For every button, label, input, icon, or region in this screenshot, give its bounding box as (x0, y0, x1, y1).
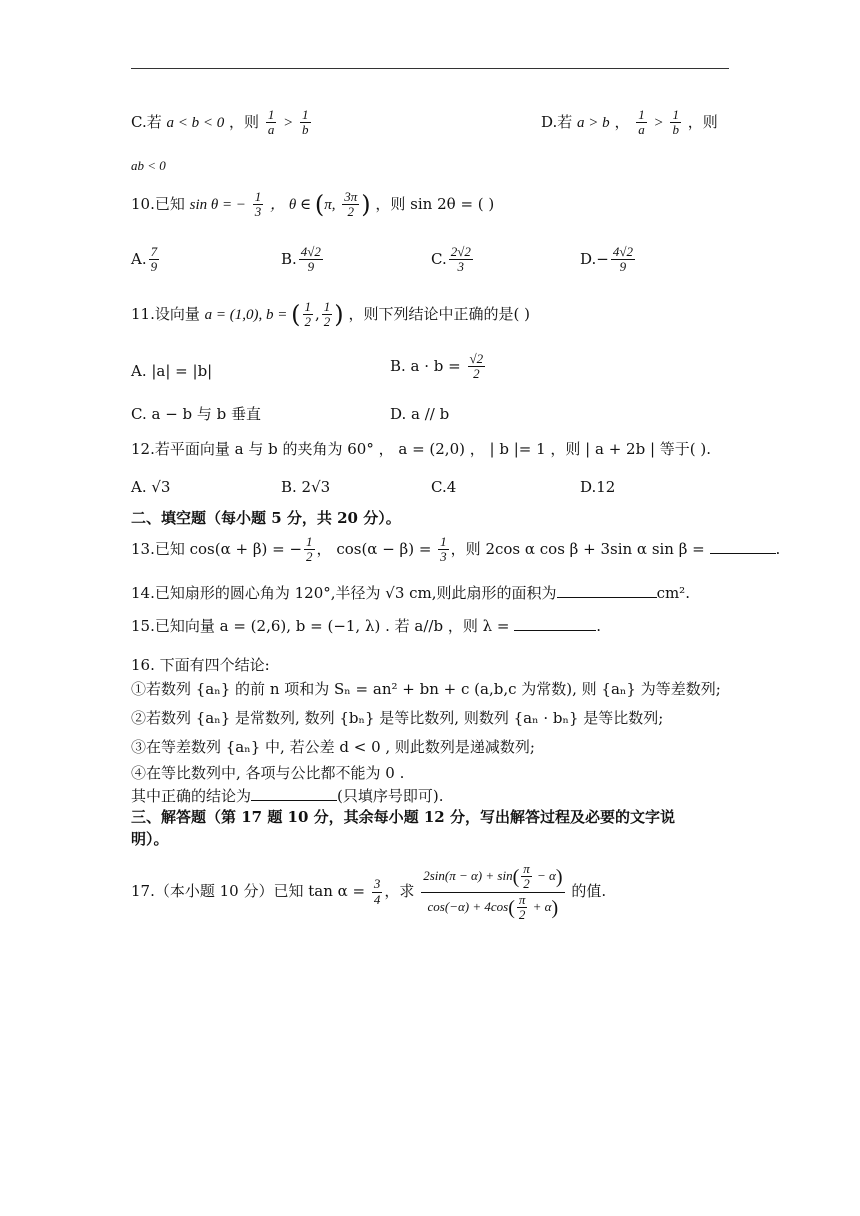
q17-prefix: 17.（本小题 10 分）已知 tan α = (131, 882, 370, 901)
option-label: B. (281, 249, 297, 268)
q13-stem (131, 535, 780, 565)
q17-stem (131, 862, 606, 922)
frac-num: 7 (150, 244, 158, 259)
q13-suffix: ，则 2cos α cos β + 3sin α sin β = (450, 539, 710, 558)
q9-d-condition: a > b (577, 114, 610, 131)
q13-end: . (775, 539, 781, 558)
frac-num: 1 (254, 189, 262, 204)
q17-tan-fraction (372, 877, 383, 907)
frac-num: 4√2 (300, 244, 321, 259)
q14-text: 14.已知扇形的圆心角为 120°,半径为 √3 cm,则此扇形的面积为 (131, 584, 557, 602)
q11-option-c: C. a − b 与 b 垂直 (131, 405, 262, 423)
q10-option-a (131, 245, 161, 275)
q9-option-c: C.若 a < b < 0 ，则 $\frac{1}{a}$ > $\frac{1}{b}$ (131, 107, 309, 138)
q12-stem: 12.若平面向量 a 与 b 的夹角为 60° ， a = (2,0) ， | b |= 1 ，则 | a + 2b | 等于( ). (131, 440, 712, 458)
frac-den: 2 (306, 549, 313, 565)
q13-prefix: 13.已知 cos(α + β) = − (131, 539, 303, 558)
q17-expression (421, 862, 564, 922)
option-sign: − (596, 249, 609, 268)
q10-sin-fraction (253, 190, 264, 220)
q10-stem: 10.已知 sin θ = − $\frac{1}{3}$ ， θ ∈ (π, $\frac{3\pi}{2}$ ) ，则 sin 2θ = ( ) (131, 189, 495, 220)
q13-frac2 (438, 535, 449, 565)
q12-option-b: B. 2√3 (281, 478, 331, 496)
frac-den: b (302, 122, 309, 138)
q9-option-d: D.若 a > b ， $\frac{1}{a}$ > $\frac{1}{b}$ ，则 (541, 107, 718, 138)
frac-num: 4√2 (612, 244, 633, 259)
q10-interval-left: π, (324, 196, 336, 213)
q17-numer-text: 2sin(π − α) + sin (423, 867, 513, 883)
q9-d-sep: ， (614, 112, 630, 131)
q17-ask: ，求 (384, 882, 415, 901)
frac-den: 9 (619, 259, 627, 275)
q17-numer-pi-fraction (521, 862, 532, 892)
q14-answer-blank[interactable] (557, 597, 657, 598)
frac-num: 2√2 (450, 244, 471, 259)
option-label: B. a · b = (390, 356, 466, 375)
q13-answer-blank[interactable] (710, 553, 776, 554)
frac-den: 2 (304, 314, 312, 330)
q16-conclusion-text: 其中正确的结论为 (131, 787, 252, 805)
q9-d-label: D.若 (541, 112, 573, 131)
q11-stem: 11.设向量 a = (1,0), b = ( $\frac{1}{2}$ , $\frac{1}{2}$ ) ，则下列结论中正确的是( ) (131, 299, 530, 330)
frac-den: 9 (307, 259, 315, 275)
q13-frac1 (304, 535, 315, 565)
frac-den: 2 (518, 906, 526, 922)
q9-c-label: C.若 (131, 112, 162, 131)
frac-num: 1 (440, 534, 447, 549)
q9-d-rhs-fraction (670, 108, 681, 138)
q15-text: 15.已知向量 a = (2,6), b = (−1, λ) . 若 a//b ，则 λ = (131, 617, 515, 635)
q10-sin-theta: sin θ = − (189, 196, 247, 213)
q11-by-fraction (322, 300, 333, 330)
q16-answer-blank[interactable] (251, 800, 337, 801)
q10-option-c (431, 245, 475, 275)
frac-num: 1 (638, 107, 645, 122)
option-fraction (299, 245, 323, 275)
frac-num: 1 (302, 107, 309, 122)
frac-num: 1 (323, 299, 331, 314)
frac-num: 1 (267, 107, 275, 122)
q15-answer-blank[interactable] (514, 630, 596, 631)
option-label: C. (431, 249, 447, 268)
q17-suffix: 的值. (571, 882, 607, 901)
q10-interval-prefix: ， θ ∈ (270, 196, 315, 213)
q17-denom-tail: + α (529, 898, 552, 914)
q10-option-d (580, 245, 637, 275)
q17-expression-denominator: cos(−α) + 4cos( $\frac{\pi}{2}$ + α) (427, 891, 559, 922)
q16-item-4: ④在等比数列中, 各项与公比都不能为 0 . (131, 764, 405, 782)
q12-option-d: D.12 (580, 478, 616, 496)
header-rule (131, 68, 729, 69)
q9-d-conclusion: ab < 0 (131, 158, 166, 173)
q10-interval-fraction (342, 190, 359, 220)
option-fraction (149, 245, 160, 275)
q17-numer-tail: − α (533, 867, 556, 883)
frac-den: a (638, 122, 645, 138)
option-label: A. (131, 249, 147, 268)
q9-c-then: ，则 (229, 112, 260, 131)
frac-den: a (267, 122, 275, 138)
q10-prefix: 10.已知 (131, 194, 185, 213)
q11-option-d: D. a // b (390, 405, 450, 423)
q11-prefix: 11.设向量 (131, 304, 200, 323)
q11-option-b (390, 352, 487, 382)
option-fraction (611, 245, 635, 275)
q16-conclusion (131, 787, 444, 805)
q9-c-rhs-fraction (300, 108, 311, 138)
q16-item-1: ①若数列 {aₙ} 的前 n 项和为 Sₙ = an² + bn + c (a,b,c 为常数), 则 {aₙ} 为等差数列; (131, 680, 721, 698)
q11-vector-b: b = (266, 306, 292, 323)
q10-option-b (281, 245, 325, 275)
frac-den: 2 (523, 876, 530, 892)
section3-title-line2: 明）。 (131, 830, 169, 848)
frac-num: π (518, 891, 526, 907)
q16-item-2: ②若数列 {aₙ} 是常数列, 数列 {bₙ} 是等比数列, 则数列 {aₙ · bₙ} 是等比数列; (131, 709, 664, 727)
frac-den: 3 (254, 204, 262, 220)
option-fraction (468, 352, 486, 382)
frac-num: 3 (373, 876, 381, 892)
frac-num: 1 (306, 534, 313, 549)
q15-stem (131, 617, 601, 635)
frac-num: √2 (469, 351, 484, 366)
option-label: D. (580, 249, 597, 268)
frac-num: 1 (672, 107, 679, 122)
frac-den: 3 (457, 259, 465, 275)
q11-option-a: A. |a| = |b| (131, 362, 213, 380)
q14-unit: cm². (656, 584, 690, 602)
q11-suffix: ，则下列结论中正确的是( ) (348, 304, 530, 323)
frac-den: 4 (373, 891, 381, 907)
frac-den: 2 (473, 366, 480, 382)
section3-title-line1: 三、解答题（第 17 题 10 分，其余每小题 12 分，写出解答过程及必要的文字说 (131, 808, 675, 826)
q10-suffix: ，则 sin 2θ = ( ) (375, 194, 495, 213)
q17-expression-numerator: 2sin(π − α) + sin( $\frac{\pi}{2}$ − α) (423, 861, 563, 892)
section2-title: 二、填空题（每小题 5 分，共 20 分）。 (131, 509, 401, 527)
q17-denom-text: cos(−α) + 4cos (427, 898, 509, 914)
q17-denom-pi-fraction (517, 893, 528, 923)
q16-conclusion-tail: (只填序号即可). (337, 787, 444, 805)
option-fraction (449, 245, 473, 275)
frac-den: 2 (347, 204, 354, 220)
frac-num: π (523, 861, 530, 876)
q14-stem (131, 584, 690, 602)
q16-stem: 16. 下面有四个结论: (131, 656, 270, 674)
frac-den: 9 (150, 259, 158, 275)
q9-d-lhs-fraction (636, 108, 647, 138)
q9-c-lhs-fraction (266, 108, 277, 138)
frac-num: 3π (344, 189, 358, 204)
q12-option-c: C.4 (431, 478, 457, 496)
q11-vector-a: a = (1,0), (204, 306, 267, 323)
q9-c-condition: a < b < 0 (166, 114, 225, 131)
frac-den: 2 (323, 314, 331, 330)
q13-mid: ， cos(α − β) = (316, 539, 437, 558)
q16-item-3: ③在等差数列 {aₙ} 中, 若公差 d < 0 , 则此数列是递减数列; (131, 738, 535, 756)
frac-den: b (672, 122, 679, 138)
q12-option-a: A. √3 (131, 478, 171, 496)
q9-d-then: ，则 (687, 112, 718, 131)
frac-num: 1 (304, 299, 312, 314)
frac-den: 3 (440, 549, 447, 565)
q15-end: . (596, 617, 601, 635)
q11-bx-fraction (303, 300, 314, 330)
